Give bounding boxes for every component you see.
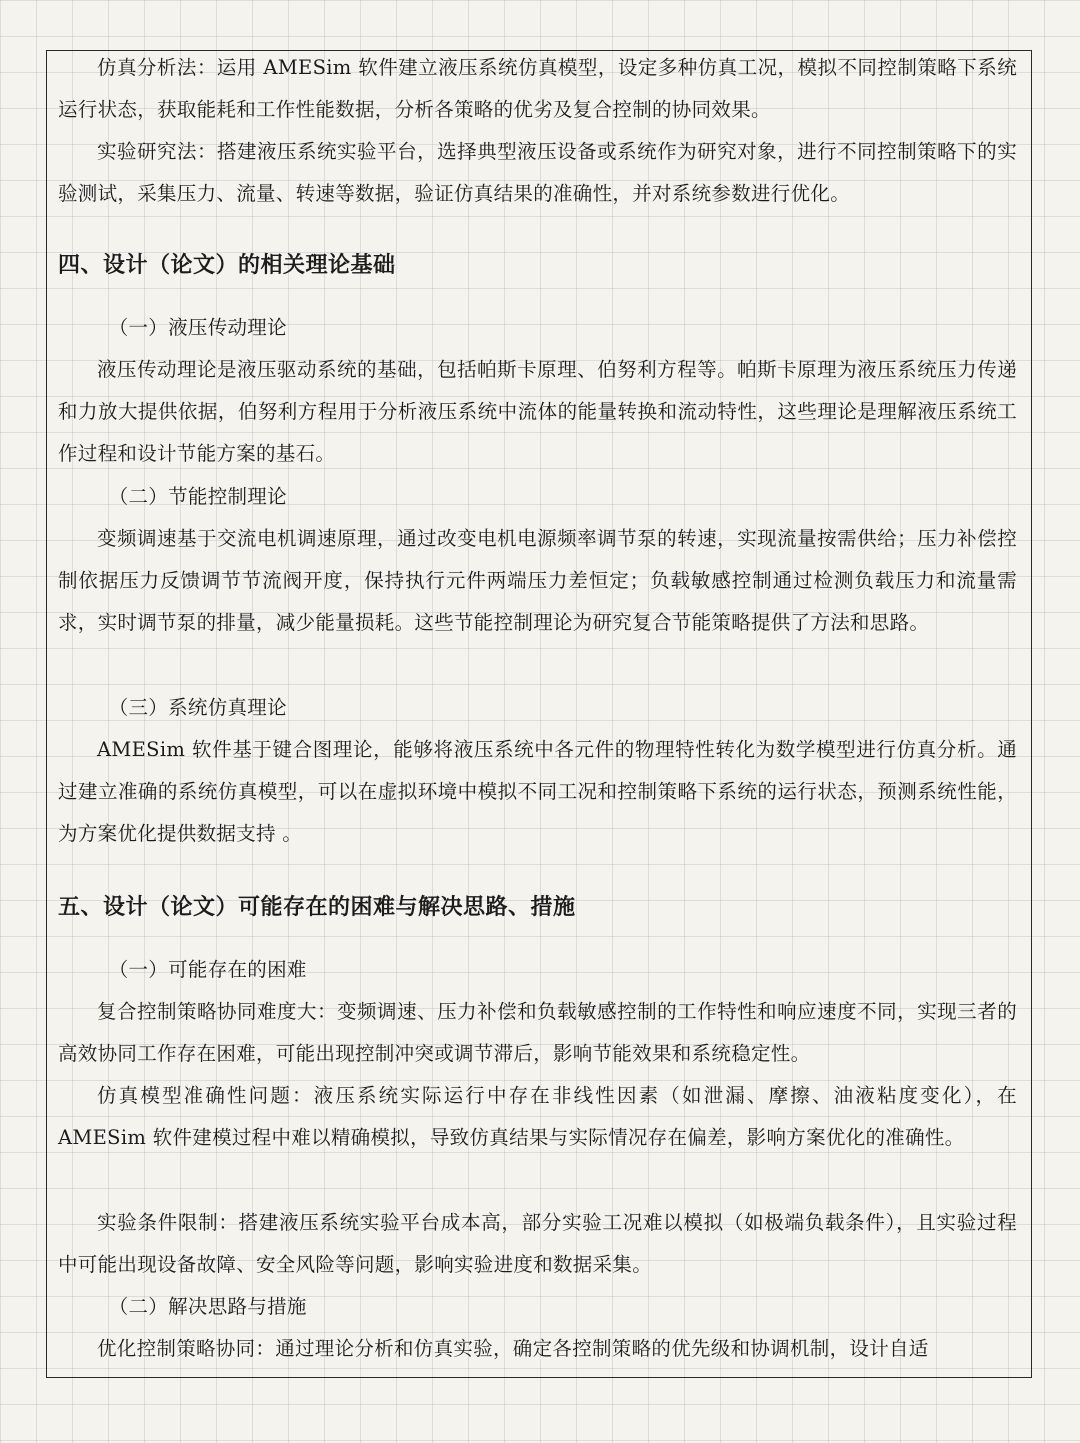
section-4-sub1-paragraph: 液压传动理论是液压驱动系统的基础，包括帕斯卡原理、伯努利方程等。帕斯卡原理为液压系统压力传递和力放大提供依据，伯努利方程用于分析液压系统中流体的能量转换和流动特性，这些理论是理解液压系统工作过程和设计节能方案的基石。 xyxy=(58,358,1017,465)
section-4-sub2-paragraph: 变频调速基于交流电机调速原理，通过改变电机电源频率调节泵的转速，实现流量按需供给；压力补偿控制依据压力反馈调节节流阀开度，保持执行元件两端压力差恒定；负载敏感控制通过检测负载压力和流量需求，实时调节泵的排量，减少能量损耗。这些节能控制理论为研究复合节能策略提供了方法和思路。 xyxy=(58,527,1017,634)
section-4-sub1-heading: （一）液压传动理论 xyxy=(108,316,287,339)
document-frame xyxy=(46,50,1032,1378)
section-5-difficulty-paragraph-2: 仿真模型准确性问题：液压系统实际运行中存在非线性因素（如泄漏、摩擦、油液粘度变化），在 AMESim 软件建模过程中难以精确模拟，导致仿真结果与实际情况存在偏差，影响方案优化的准确性。 xyxy=(58,1084,1017,1149)
section-5-sub1-heading: （一）可能存在的困难 xyxy=(108,958,307,981)
section-5-title: 五、设计（论文）可能存在的困难与解决思路、措施 xyxy=(58,895,576,920)
simulation-method-paragraph: 仿真分析法：运用 AMESim 软件建立液压系统仿真模型，设定多种仿真工况，模拟不同控制策略下系统运行状态，获取能耗和工作性能数据，分析各策略的优劣及复合控制的协同效果。 xyxy=(58,56,1017,121)
section-5-sub2-heading: （二）解决思路与措施 xyxy=(108,1295,307,1318)
section-4-sub2-heading: （二）节能控制理论 xyxy=(108,485,287,508)
section-4-sub3-heading: （三）系统仿真理论 xyxy=(108,696,287,719)
section-4-sub3-paragraph: AMESim 软件基于键合图理论，能够将液压系统中各元件的物理特性转化为数学模型进行仿真分析。通过建立准确的系统仿真模型，可以在虚拟环境中模拟不同工况和控制策略下系统的运行状态，预测系统性能，为方案优化提供数据支持 。 xyxy=(58,738,1017,845)
experiment-method-paragraph: 实验研究法：搭建液压系统实验平台，选择典型液压设备或系统作为研究对象，进行不同控制策略下的实验测试，采集压力、流量、转速等数据，验证仿真结果的准确性，并对系统参数进行优化。 xyxy=(58,140,1017,205)
section-5-difficulty-paragraph-1: 复合控制策略协同难度大：变频调速、压力补偿和负载敏感控制的工作特性和响应速度不同，实现三者的高效协同工作存在困难，可能出现控制冲突或调节滞后，影响节能效果和系统稳定性。 xyxy=(58,1000,1017,1065)
section-4-title: 四、设计（论文）的相关理论基础 xyxy=(58,253,396,278)
section-5-solution-paragraph-1: 优化控制策略协同：通过理论分析和仿真实验，确定各控制策略的优先级和协调机制，设计自适 xyxy=(97,1337,929,1360)
section-5-difficulty-paragraph-3: 实验条件限制：搭建液压系统实验平台成本高，部分实验工况难以模拟（如极端负载条件），且实验过程中可能出现设备故障、安全风险等问题，影响实验进度和数据采集。 xyxy=(58,1211,1017,1276)
